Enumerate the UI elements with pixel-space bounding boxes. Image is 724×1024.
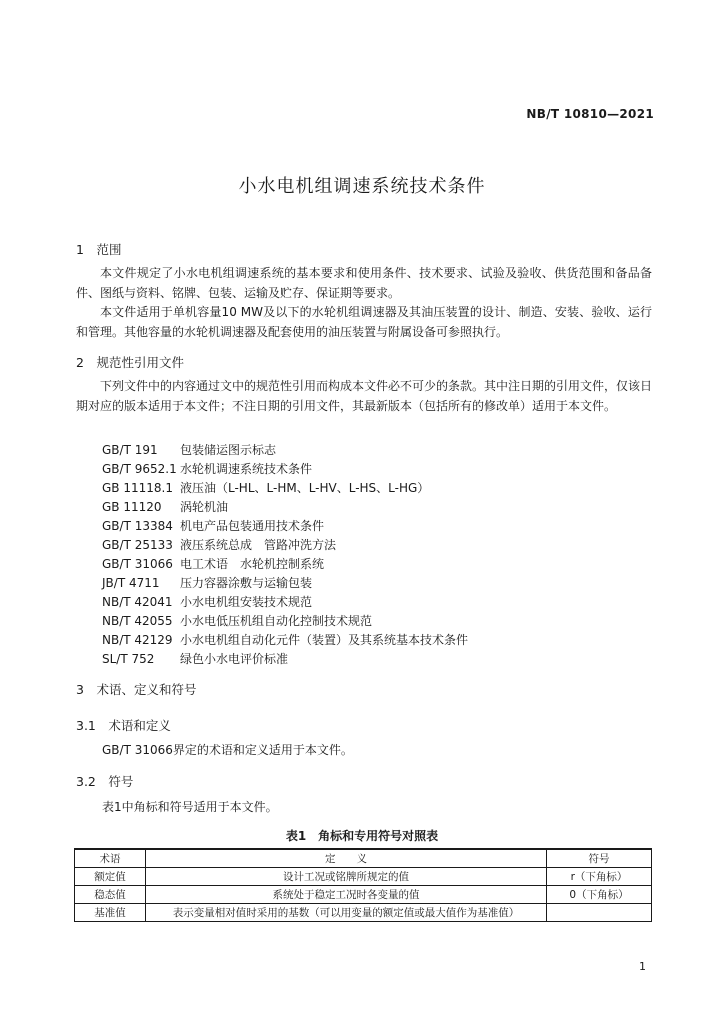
table-cell: 设计工况或铭牌所规定的值	[146, 868, 547, 886]
ref-item: GB 11120 涡轮机油	[102, 500, 229, 514]
table-header-row	[75, 849, 652, 868]
document-title: 小水电机组调速系统技术条件	[238, 176, 486, 197]
symbol-table	[74, 848, 652, 922]
ref-item: NB/T 42041 小水电机组安装技术规范	[102, 595, 313, 609]
ref-item: GB 11118.1 液压油（L-HL、L-HM、L-HV、L-HS、L-HG）	[102, 481, 430, 495]
table-header-cell: 术语	[75, 849, 146, 868]
ref-item: NB/T 42129 小水电机组自动化元件（装置）及其系统基本技术条件	[102, 633, 469, 647]
table-caption: 表1 角标和专用符号对照表	[285, 829, 439, 843]
section-3-1-heading: 3.1 术语和定义	[76, 718, 171, 733]
table-header-cell: 符号	[547, 849, 652, 868]
table-cell: 基准值	[75, 904, 146, 922]
table-cell: 系统处于稳定工况时各变量的值	[146, 886, 547, 904]
ref-item: GB/T 191 包装储运图示标志	[102, 443, 277, 457]
section-3-heading: 3 术语、定义和符号	[76, 682, 197, 697]
table-cell: 表示变量相对值时采用的基数（可以用变量的额定值或最大值作为基准值）	[146, 904, 547, 922]
section-1-para-2: 本文件适用于单机容量10 MW及以下的水轮机组调速器及其油压装置的设计、制造、安装、验收、运行和管理。其他容量的水轮机调速器及配套使用的油压装置与附属设备可参照执行。	[76, 305, 652, 339]
standard-number: NB/T 10810—2021	[526, 107, 654, 121]
section-2-heading: 2 规范性引用文件	[76, 355, 184, 370]
ref-item: GB/T 9652.1 水轮机调速系统技术条件	[102, 462, 313, 476]
ref-item: GB/T 13384 机电产品包装通用技术条件	[102, 519, 325, 533]
section-3-2-para: 表1中角标和符号适用于本文件。	[102, 800, 278, 814]
ref-item: JB/T 4711 压力容器涂敷与运输包装	[102, 576, 313, 590]
section-1-heading: 1 范围	[76, 242, 122, 257]
table-row	[75, 886, 652, 904]
table-row	[75, 904, 652, 922]
page-number: 1	[639, 960, 646, 973]
table-cell: 额定值	[75, 868, 146, 886]
table-cell: 稳态值	[75, 886, 146, 904]
table-cell: r（下角标）	[547, 868, 652, 886]
ref-item: GB/T 31066 电工术语 水轮机控制系统	[102, 557, 325, 571]
table-cell	[547, 904, 652, 922]
section-1-para-1: 本文件规定了小水电机组调速系统的基本要求和使用条件、技术要求、试验及验收、供货范围和备品备件、图纸与资料、铭牌、包装、运输及贮存、保证期等要求。	[76, 266, 652, 300]
section-2-para: 下列文件中的内容通过文中的规范性引用而构成本文件必不可少的条款。其中注日期的引用文件，仅该日期对应的版本适用于本文件；不注日期的引用文件，其最新版本（包括所有的修改单）适用于本文件。	[76, 379, 653, 413]
ref-item: SL/T 752 绿色小水电评价标准	[102, 652, 289, 666]
ref-item: NB/T 42055 小水电低压机组自动化控制技术规范	[102, 614, 373, 628]
table-cell: 0（下角标）	[547, 886, 652, 904]
section-3-1-para: GB/T 31066界定的术语和定义适用于本文件。	[102, 743, 353, 757]
section-3-2-heading: 3.2 符号	[76, 774, 134, 789]
ref-item: GB/T 25133 液压系统总成 管路冲洗方法	[102, 538, 337, 552]
table-header-cell: 定 义	[146, 849, 547, 868]
table-row	[75, 868, 652, 886]
